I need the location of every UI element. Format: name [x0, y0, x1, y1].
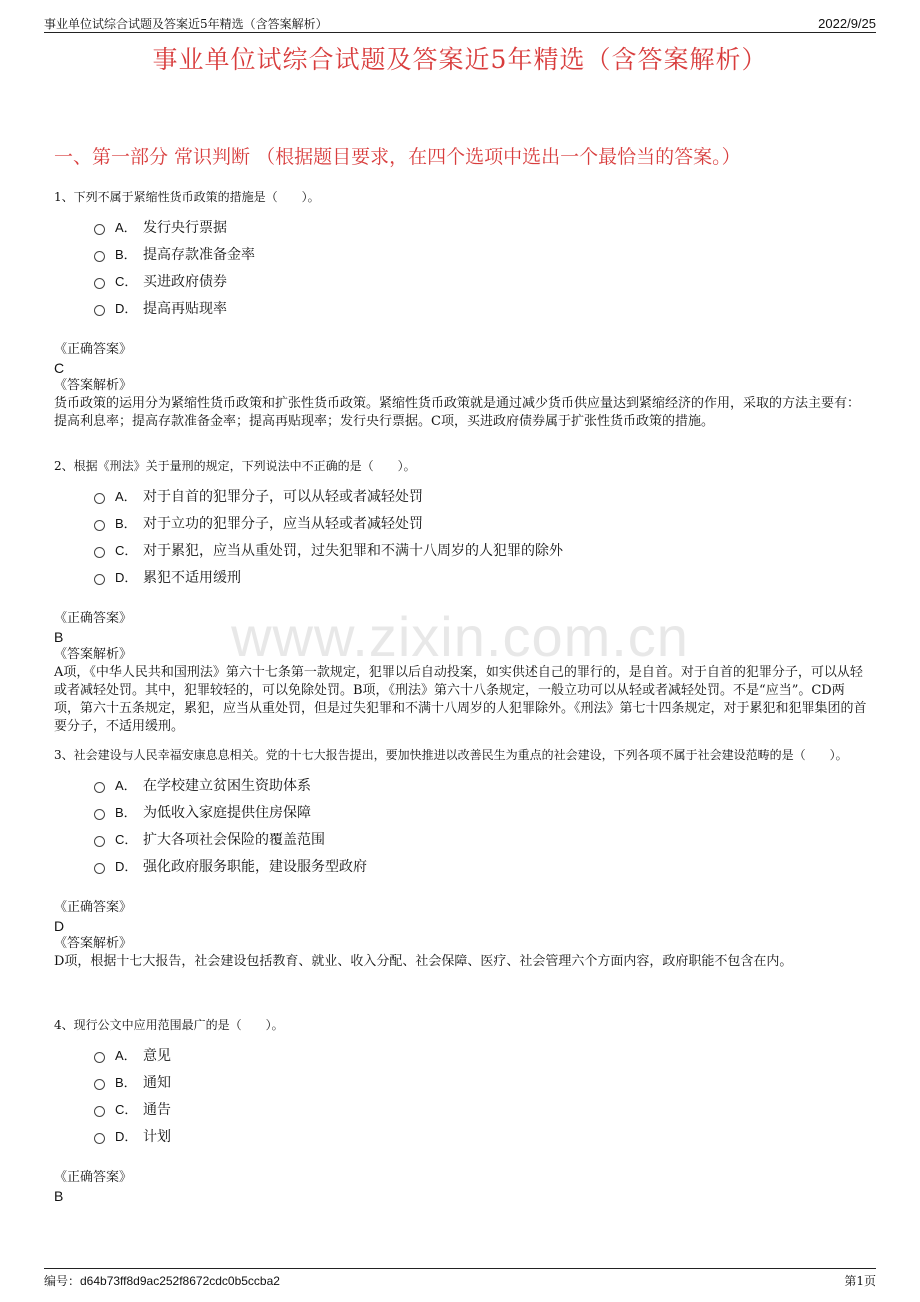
option-text: 累犯不适用缓刑 [143, 569, 241, 586]
option-list [94, 771, 870, 879]
option-letter: B． [115, 805, 137, 820]
option-letter: D． [115, 301, 138, 316]
document-code: 编号：d64b73ff8d9ac252f8672cdc0b5ccba2 [44, 1274, 280, 1288]
option-text: 在学校建立贫困生资助体系 [143, 777, 311, 794]
option-a[interactable] [94, 482, 870, 509]
answer-block [54, 341, 870, 431]
answer-label: 《正确答案》 [54, 342, 133, 357]
option-letter: C． [115, 1102, 138, 1117]
page-number: 第1页 [844, 1274, 876, 1288]
explanation-text: A项，《中华人民共和国刑法》第六十七条第一款规定，犯罪以后自动投案，如实供述自己的罪行的，是自首。对于自首的犯罪分子，可以从轻或者减轻处罚。其中，犯罪较轻的，可以免除处罚。B项，《刑法》第六十八条规定，一般立功可以从轻或者减轻处罚。不是“应当”。CD两项，第六十五条规定，累犯，应当从重处罚，但是过失犯罪和不满十八周岁的人犯罪除外。《刑法》第七十四条规定，对于累犯和犯罪集团的首要分子，不适用缓刑。 [54, 665, 867, 734]
option-b[interactable] [94, 509, 870, 536]
watermark: www.zixin.com.cn [231, 605, 689, 668]
question-1 [54, 188, 870, 431]
page-header [44, 14, 876, 33]
option-b[interactable] [94, 240, 870, 267]
radio-icon[interactable] [94, 1052, 105, 1063]
option-text: 计划 [143, 1128, 171, 1145]
radio-icon[interactable] [94, 574, 105, 585]
option-text: 提高再贴现率 [143, 300, 227, 317]
question-text: 2、根据《刑法》关于量刑的规定，下列说法中不正确的是（ ）。 [54, 459, 416, 473]
answer-value: C [54, 360, 65, 376]
option-letter: A． [115, 489, 137, 504]
question-2 [54, 457, 870, 736]
radio-icon[interactable] [94, 305, 105, 316]
explanation-text: D项，根据十七大报告，社会建设包括教育、就业、收入分配、社会保障、医疗、社会管理六个方面内容，政府职能不包含在内。 [54, 954, 793, 969]
option-b[interactable] [94, 1068, 870, 1095]
radio-icon[interactable] [94, 863, 105, 874]
option-letter: D． [115, 1129, 138, 1144]
option-letter: A． [115, 778, 137, 793]
radio-icon[interactable] [94, 547, 105, 558]
option-text: 对于累犯，应当从重处罚，过失犯罪和不满十八周岁的人犯罪的除外 [143, 542, 563, 559]
option-letter: C． [115, 543, 138, 558]
option-text: 对于自首的犯罪分子，可以从轻或者减轻处罚 [143, 488, 423, 505]
section-heading: 一、第一部分 常识判断 （根据题目要求，在四个选项中选出一个最恰当的答案。） [54, 146, 741, 168]
header-date: 2022/9/25 [818, 16, 876, 31]
answer-label: 《正确答案》 [54, 900, 133, 915]
option-letter: C． [115, 832, 138, 847]
explanation-text: 货币政策的运用分为紧缩性货币政策和扩张性货币政策。紧缩性货币政策就是通过减少货币供应量达到紧缩经济的作用，采取的方法主要有：提高利息率；提高存款准备金率；提高再贴现率；发行央行票据。C项，买进政府债券属于扩张性货币政策的措施。 [54, 396, 861, 429]
question-text: 3、社会建设与人民幸福安康息息相关。党的十七大报告提出，要加快推进以改善民生为重点的社会建设，下列各项不属于社会建设范畴的是（ ）。 [54, 748, 848, 762]
option-a[interactable] [94, 1041, 870, 1068]
option-d[interactable] [94, 852, 870, 879]
option-d[interactable] [94, 294, 870, 321]
option-letter: B． [115, 247, 137, 262]
option-c[interactable] [94, 825, 870, 852]
option-list [94, 482, 870, 590]
option-text: 发行央行票据 [143, 219, 227, 236]
option-letter: B． [115, 1075, 137, 1090]
radio-icon[interactable] [94, 493, 105, 504]
option-text: 通告 [143, 1101, 171, 1118]
answer-label: 《正确答案》 [54, 1170, 133, 1185]
option-letter: A． [115, 1048, 137, 1063]
answer-block [54, 610, 870, 736]
answer-block [54, 1169, 870, 1205]
page-footer [44, 1268, 876, 1289]
radio-icon[interactable] [94, 782, 105, 793]
radio-icon[interactable] [94, 251, 105, 262]
radio-icon[interactable] [94, 1079, 105, 1090]
option-c[interactable] [94, 267, 870, 294]
header-doc-title: 事业单位试综合试题及答案近5年精选（含答案解析） [44, 17, 328, 31]
radio-icon[interactable] [94, 1133, 105, 1144]
option-c[interactable] [94, 536, 870, 563]
radio-icon[interactable] [94, 224, 105, 235]
radio-icon[interactable] [94, 278, 105, 289]
answer-label: 《正确答案》 [54, 611, 133, 626]
option-list [94, 1041, 870, 1149]
option-letter: C． [115, 274, 138, 289]
option-text: 强化政府服务职能，建设服务型政府 [143, 858, 367, 875]
option-d[interactable] [94, 563, 870, 590]
question-4 [54, 1016, 870, 1205]
answer-value: B [54, 1188, 64, 1204]
explanation-label: 《答案解析》 [54, 647, 133, 662]
document-title: 事业单位试综合试题及答案近5年精选（含答案解析） [152, 45, 768, 74]
option-a[interactable] [94, 771, 870, 798]
option-text: 提高存款准备金率 [143, 246, 255, 263]
option-text: 扩大各项社会保险的覆盖范围 [143, 831, 325, 848]
option-letter: D． [115, 859, 138, 874]
option-list [94, 213, 870, 321]
question-text: 1、下列不属于紧缩性货币政策的措施是（ ）。 [54, 190, 320, 204]
option-d[interactable] [94, 1122, 870, 1149]
option-text: 买进政府债券 [143, 273, 227, 290]
radio-icon[interactable] [94, 836, 105, 847]
radio-icon[interactable] [94, 1106, 105, 1117]
option-text: 通知 [143, 1074, 171, 1091]
option-text: 对于立功的犯罪分子，应当从轻或者减轻处罚 [143, 515, 423, 532]
option-letter: D． [115, 570, 138, 585]
option-c[interactable] [94, 1095, 870, 1122]
option-text: 为低收入家庭提供住房保障 [143, 804, 311, 821]
answer-block [54, 899, 870, 971]
option-letter: A． [115, 220, 137, 235]
radio-icon[interactable] [94, 520, 105, 531]
option-a[interactable] [94, 213, 870, 240]
option-text: 意见 [143, 1047, 171, 1064]
question-text: 4、现行公文中应用范围最广的是（ ）。 [54, 1018, 284, 1032]
answer-value: B [54, 629, 64, 645]
question-3 [54, 746, 870, 971]
radio-icon[interactable] [94, 809, 105, 820]
explanation-label: 《答案解析》 [54, 936, 133, 951]
option-b[interactable] [94, 798, 870, 825]
explanation-label: 《答案解析》 [54, 378, 133, 393]
answer-value: D [54, 918, 65, 934]
option-letter: B． [115, 516, 137, 531]
